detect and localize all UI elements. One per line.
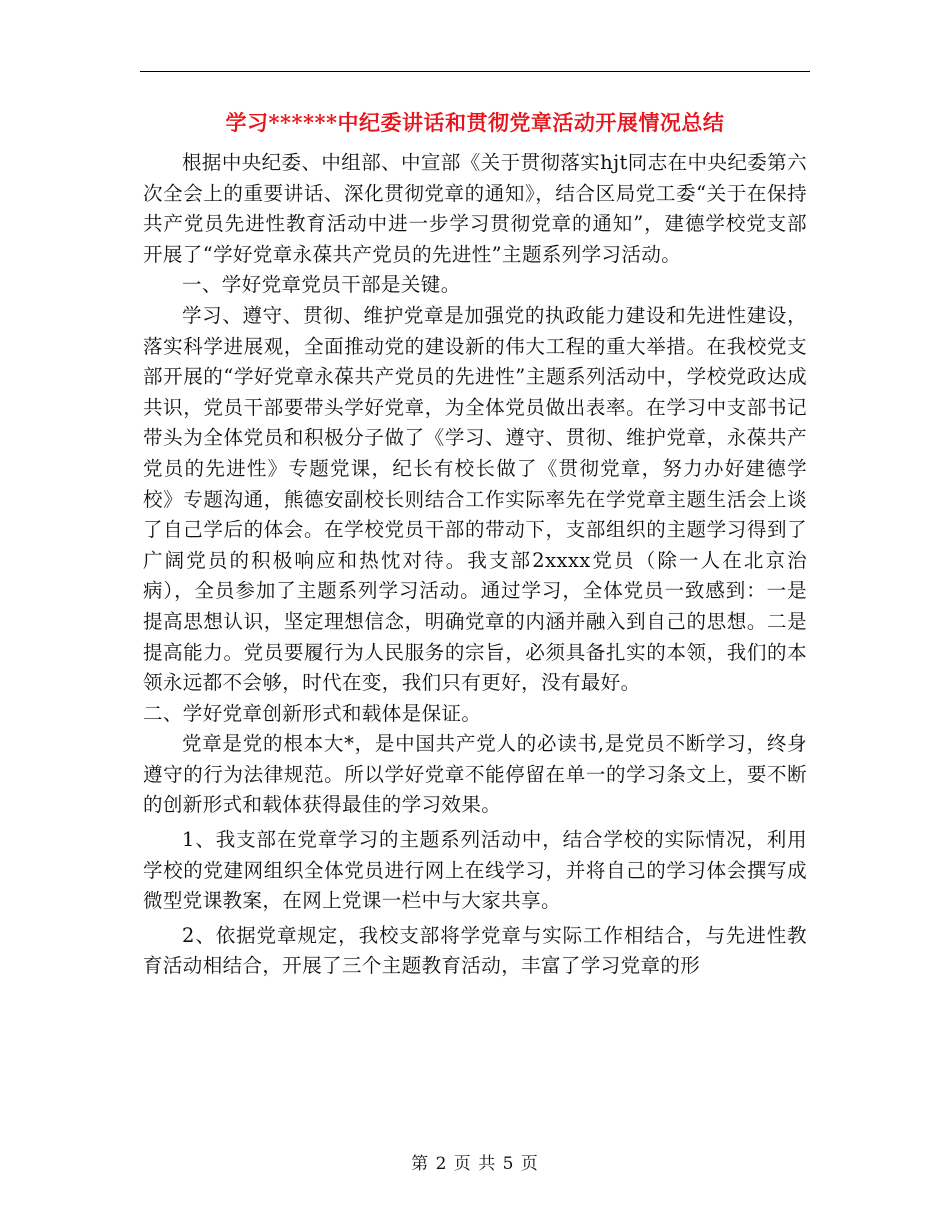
page-footer: 第 2 页 共 5 页 bbox=[411, 1154, 539, 1174]
paragraph-item-2: 2、依据党章规定，我校支部将学党章与实际工作相结合，与先进性教育活动相结合，开展了三个主题教育活动，丰富了学习党章的形 bbox=[143, 923, 807, 978]
document-title: 学习******中纪委讲话和贯彻党章活动开展情况总结 bbox=[225, 110, 725, 135]
header-rule bbox=[140, 71, 810, 72]
document-body bbox=[143, 148, 807, 982]
paragraph-section-2: 党章是党的根本大*，是中国共产党人的必读书,是党员不断学习，终身遵守的行为法律规范。所以学好党章不能停留在单一的学习条文上，要不断的创新形式和载体获得最佳的学习效果。 bbox=[143, 732, 807, 817]
section-heading-2: 二、学好党章创新形式和载体是保证。 bbox=[143, 701, 482, 725]
section-heading-1: 一、学好党章党员干部是关键。 bbox=[182, 273, 461, 297]
paragraph-section-1: 学习、遵守、贯彻、维护党章是加强党的执政能力建设和先进性建设，落实科学进展观，全面推动党的建设新的伟大工程的重大举措。在我校党支部开展的“学好党章永葆共产党员的先进性”主题系列活动中，学校党政达成共识，党员干部要带头学好党章，为全体党员做出表率。在学习中支部书记带头为全体党员和积极分子做了《学习、遵守、贯彻、维护党章，永葆共产党员的先进性》专题党课，纪长有校长做了《贯彻党章，努力办好建德学校》专题沟通，熊德安副校长则结合工作实际率先在学党章主题生活会上谈了自己学后的体会。在学校党员干部的带动下，支部组织的主题学习得到了广阔党员的积极响应和热忱对待。我支部2xxxx党员（除一人在北京治病），全员参加了主题系列学习活动。通过学习，全体党员一致感到：一是提高思想认识，坚定理想信念，明确党章的内涵并融入到自己的思想。二是提高能力。党员要履行为人民服务的宗旨，必须具备扎实的本领，我们的本领永远都不会够，时代在变，我们只有更好，没有最好。 bbox=[143, 303, 807, 695]
paragraph-intro: 根据中央纪委、中组部、中宣部《关于贯彻落实hjt同志在中央纪委第六次全会上的重要讲话、深化贯彻党章的通知》，结合区局党工委“关于在保持共产党员先进性教育活动中进一步学习贯彻党章的通知”，建德学校党支部开展了“学好党章永葆共产党员的先进性”主题系列学习活动。 bbox=[143, 151, 807, 266]
paragraph-item-1: 1、我支部在党章学习的主题系列活动中，结合学校的实际情况，利用学校的党建网组织全体党员进行网上在线学习，并将自己的学习体会撰写成微型党课教案，在网上党课一栏中与大家共享。 bbox=[143, 828, 807, 913]
